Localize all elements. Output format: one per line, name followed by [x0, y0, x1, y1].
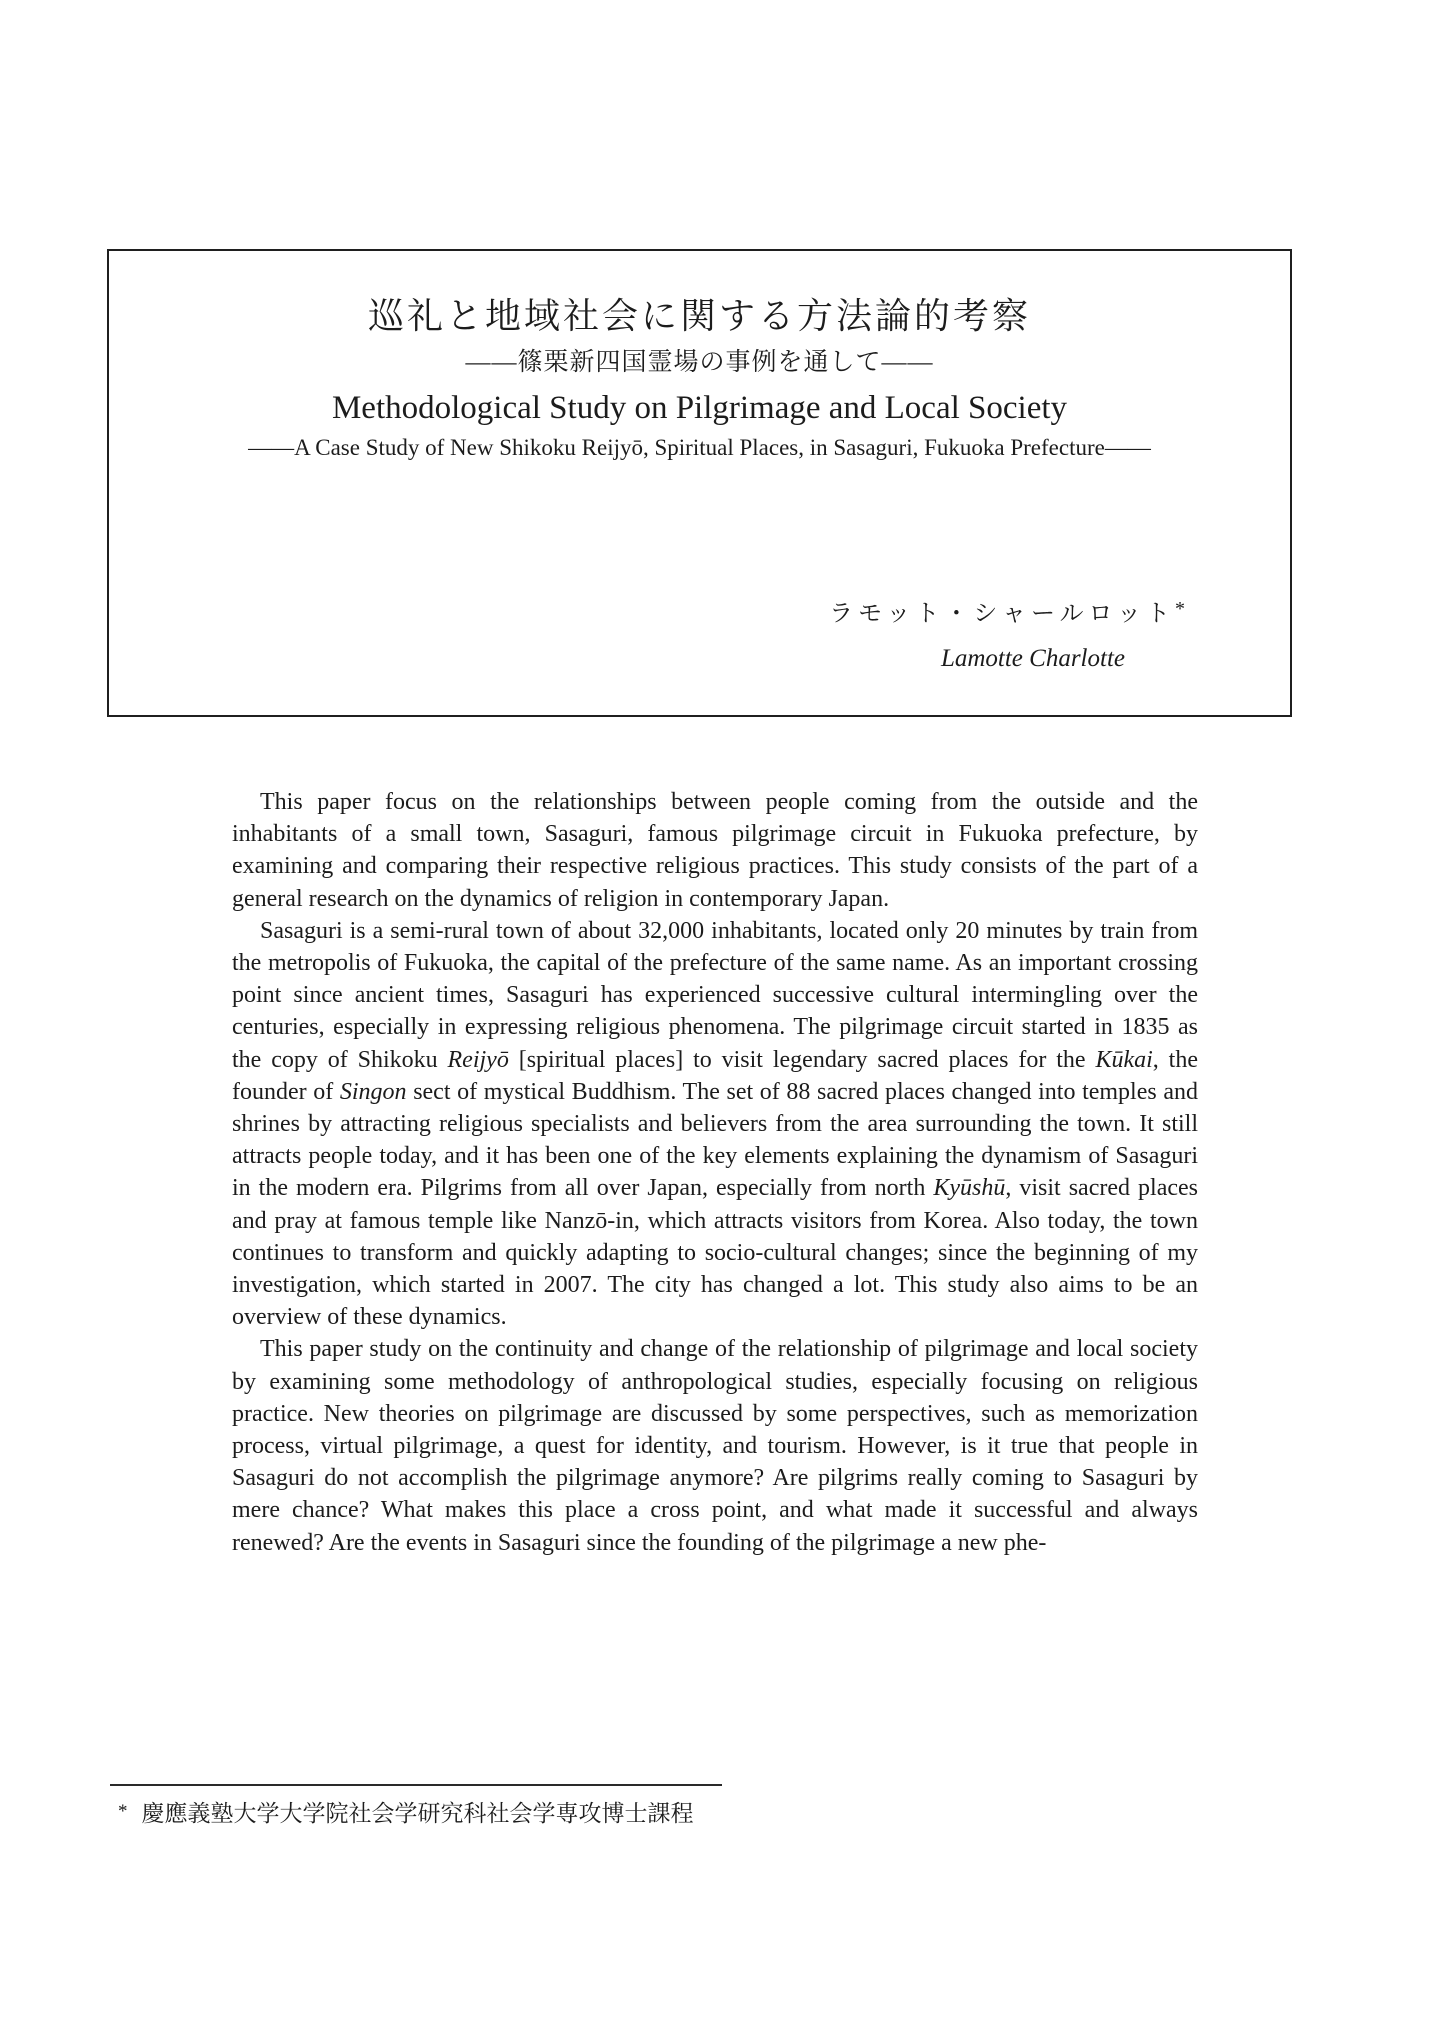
footnote-divider-rule [110, 1784, 722, 1786]
paper-title-english: Methodological Study on Pilgrimage and Local Society [331, 390, 1068, 426]
abstract-paragraph-3: This paper study on the continuity and change of the relationship of pilgrimage and local society by examining some methodology of anthropological studies, especially focusing on religious practice. New theories on pilgrimage are discussed by some perspectives, such as memorization process, virtual pilgrimage, a quest for identity, and tourism. However, is it true that people in Sasaguri do not accomplish the pilgrimage anymore? Are pilgrims really coming to Sasaguri by mere chance? What makes this place a cross point, and what made it successful and always renewed? Are the events in Sasaguri since the founding of the pilgrimage a new phe- [232, 1336, 1198, 1556]
author-footnote-marker: * [1175, 598, 1185, 620]
author-name-japanese-text: ラモット・シャールロット [829, 601, 1175, 627]
paper-subtitle-english: ——A Case Study of New Shikoku Reijyō, Spiritual Places, in Sasaguri, Fukuoka Prefecture—— [248, 435, 1151, 460]
footnote [118, 1797, 694, 1829]
abstract-paragraph-1: This paper focus on the relationships between people coming from the outside and the inhabitants of a small town, Sasaguri, famous pilgrimage circuit in Fukuoka prefecture, by examining and comparing their respective religious practices. This study consists of the part of a general research on the dynamics of religion in contemporary Japan. [232, 789, 1198, 912]
footnote-marker: * [118, 1801, 128, 1822]
paper-subtitle-japanese: ——篠栗新四国霊場の事例を通して—— [465, 349, 934, 376]
paper-title-japanese: 巡礼と地域社会に関する方法論的考察 [367, 296, 1031, 336]
title-box [107, 249, 1292, 717]
author-name-japanese [829, 593, 1185, 628]
author-name-english: Lamotte Charlotte [940, 645, 1125, 672]
abstract-text [232, 786, 1198, 1559]
abstract-paragraph-2: Sasaguri is a semi-rural town of about 32,000 inhabitants, located only 20 minutes by train from the metropolis of Fukuoka, the capital of the prefecture of the same name. As an important crossing point since ancient times, Sasaguri has experienced successive cultural intermingling over the centuries, especially in expressing religious phenomena. The pilgrimage circuit started in 1835 as the copy of Shikoku Reijyō [spiritual places] to visit legendary sacred places for the Kūkai, the founder of Singon sect of mystical Buddhism. The set of 88 sacred places changed into temples and shrines by attracting religious specialists and believers from the area surrounding the town. It still attracts people today, and it has been one of the key elements explaining the dynamism of Sasaguri in the modern era. Pilgrims from all over Japan, especially from north Kyūshū, visit sacred places and pray at famous temple like Nanzō-in, which attracts visitors from Korea. Also today, the town continues to transform and quickly adapting to socio-cultural changes; since the beginning of my investigation, which started in 2007. The city has changed a lot. This study also aims to be an overview of these dynamics. [232, 917, 1199, 1331]
footnote-text: 慶應義塾大学大学院社会学研究科社会学専攻博士課程 [141, 1801, 694, 1826]
